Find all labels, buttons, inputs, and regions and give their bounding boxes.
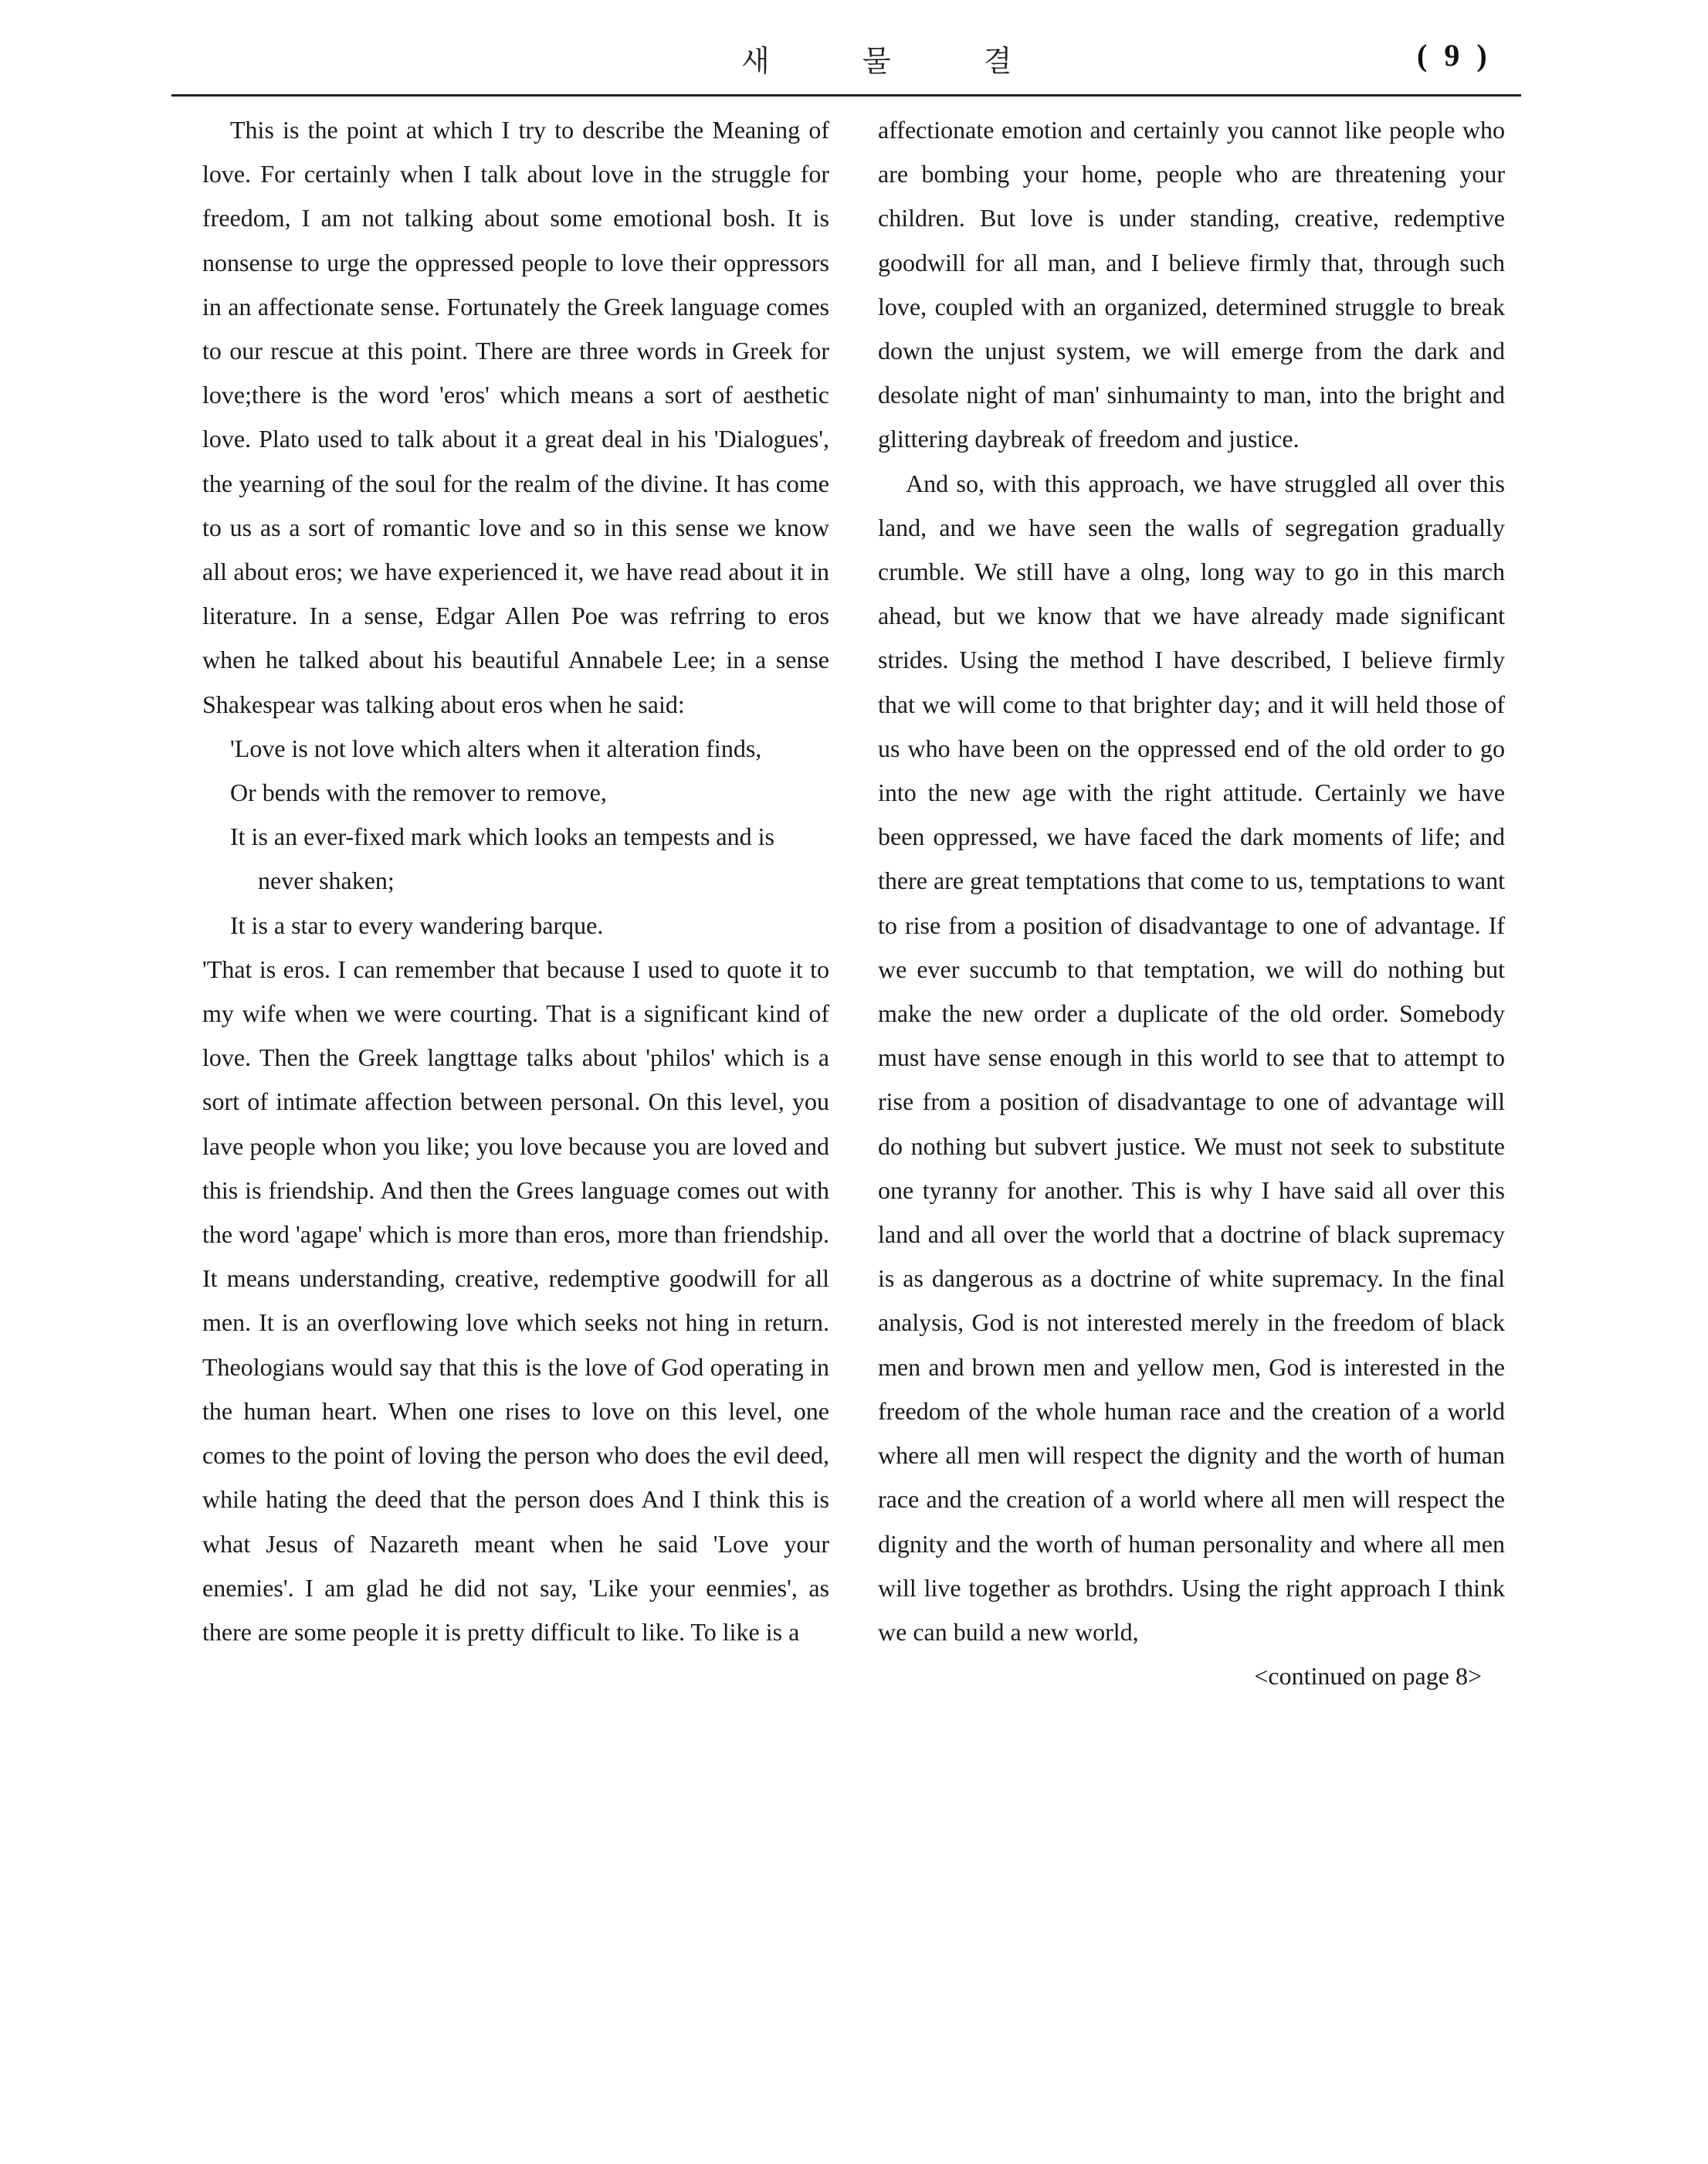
left-column [202, 108, 829, 1654]
verse-line: 'Love is not love which alters when it alteration finds, [230, 734, 762, 762]
right-paragraph-1: affectionate emotion and certainly you cannot like people who are bombing your home, people who are threatening your children. But love is under standing, creative, redemptive goodwill for all man, and I believe firmly that, through such love, coupled with an organized, determined struggle to break down the unjust system, we will emerge from the dark and desolate night of man' sinhumainty to man, into the bright and glittering daybreak of freedom and justice. [878, 116, 1505, 453]
left-paragraph-1: This is the point at which I try to describe the Meaning of love. For certainly when I talk about love in the struggle for freedom, I am not talking about some emotional bosh. It is nonsense to urge the oppressed people to love their oppressors in an affectionate sense. Fortunately the Greek language comes to our rescue at this point. There are three words in Greek for love;there is the word 'eros' which means a sort of aesthetic love. Plato used to talk about it a great deal in his 'Dialogues', the yearning of the soul for the realm of the divine. It has come to us as a sort of romantic love and so in this sense we know all about eros; we have experienced it, we have read about it in literature. In a sense, Edgar Allen Poe was refrring to eros when he talked about his beautiful Annabele Lee; in a sense Shakespear was talking about eros when he said: [202, 116, 829, 718]
header-divider [171, 94, 1521, 97]
right-column [878, 108, 1505, 1698]
left-paragraph-2: 'That is eros. I can remember that because I used to quote it to my wife when we were courting. That is a significant kind of love. Then the Greek langttage talks about 'philos' which is a sort of intimate affection between personal. On this level, you lave people whon you like; you love because you are loved and this is friendship. And then the Grees language comes out with the word 'agape' which is more than eros, more than friendship. It means understanding, creative, redemptive goodwill for all men. It is an overflowing love which seeks not hing in return. Theologians would say that this is the love of God operating in the human heart. When one rises to love on this level, one comes to the point of loving the person who does the evil deed, while hating the deed that the person does And I think this is what Jesus of Nazareth meant when he said 'Love your enemies'. I am glad he did not say, 'Like your eenmies', as there are some people it is pretty difficult to like. To like is a [202, 955, 829, 1646]
running-header-title: 새 물 결 [741, 44, 1054, 78]
continued-note: <continued on page 8> [1254, 1662, 1482, 1691]
verse-line: Or bends with the remover to remove, [230, 778, 607, 807]
verse-line: It is an ever-fixed mark which looks an tempests and is never shaken; [230, 823, 774, 895]
page-number: ( 9 ) [1417, 38, 1492, 73]
quoted-verse [202, 727, 829, 948]
right-paragraph-2: And so, with this approach, we have struggled all over this land, and we have seen the walls of segregation gradually crumble. We still have a olng, long way to go in this march ahead, but we know that we have already made significant strides. Using the method I have described, I believe firmly that we will come to that brighter day; and it will held those of us who have been on the oppressed end of the old order to go into the new age with the right attitude. Certainly we have been oppressed, we have faced the dark moments of life; and there are great temptations that come to us, temptations to want to rise from a position of disadvantage to one of advantage. If we ever succumb to that temptation, we will do nothing but make the new order a duplicate of the old order. Somebody must have sense enough in this world to see that to attempt to rise from a position of disadvantage to one of advantage will do nothing but subvert justice. We must not seek to substitute one tyranny for another. This is why I have said all over this land and all over the world that a doctrine of black supremacy is as dangerous as a doctrine of white supremacy. In the final analysis, God is not interested merely in the freedom of black men and brown men and yellow men, God is interested in the freedom of the whole human race and the creation of a world where all men will respect the dignity and the worth of human race and the creation of a world where all men will respect the dignity and the worth of human personality and where all men will live together as brothdrs. Using the right approach I think we can build a new world, [878, 469, 1505, 1646]
verse-line: It is a star to every wandering barque. [230, 911, 604, 939]
